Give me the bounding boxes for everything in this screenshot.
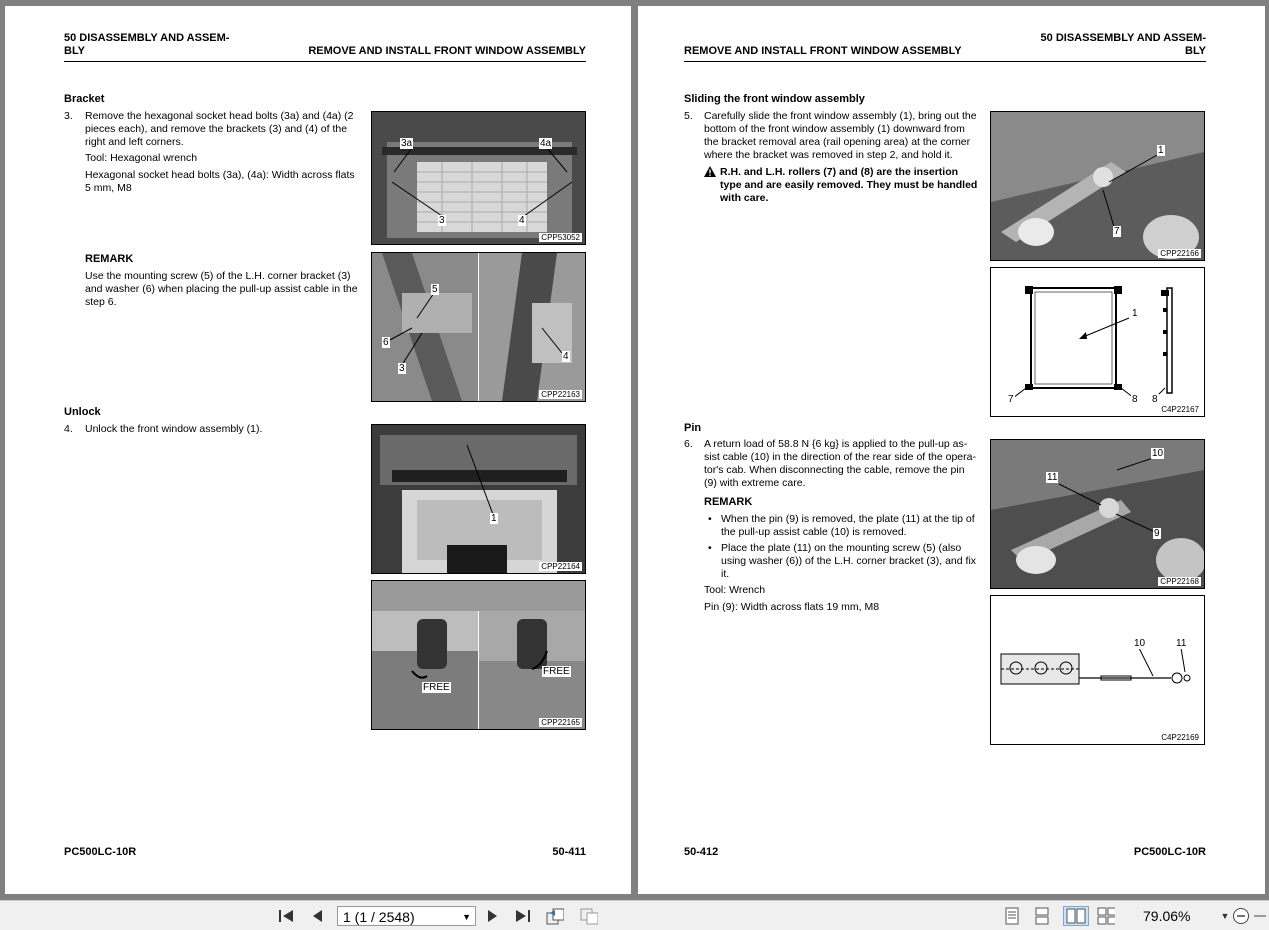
step-number: 3.	[64, 110, 73, 122]
figure-code: CPP22168	[1160, 577, 1199, 586]
header-chapter-line1: 50 DISASSEMBLY AND ASSEM-	[64, 32, 230, 44]
callout-label: 5	[432, 284, 438, 295]
figure-code: CPP22165	[541, 718, 580, 727]
remark-title: REMARK	[85, 253, 134, 265]
previous-view-icon	[546, 907, 564, 925]
photo-sliding-window	[990, 111, 1205, 261]
step-number: 4.	[64, 423, 73, 435]
chevron-down-icon: ▼	[1220, 911, 1230, 921]
first-page-button[interactable]	[277, 907, 295, 925]
callout-label: 3a	[401, 138, 413, 149]
zoom-out-button[interactable]	[1232, 907, 1250, 925]
header-section-title: REMOVE AND INSTALL FRONT WINDOW ASSEMBLY	[308, 45, 586, 57]
warning-text: R.H. and L.H. rollers (7) and (8) are the insertion type and are easily removed. They must be handled with care.	[720, 166, 978, 204]
callout-label: 10	[1134, 638, 1146, 649]
step-text: Unlock the front window assembly (1).	[85, 423, 263, 435]
callout-label: 3	[439, 215, 445, 226]
previous-page-button[interactable]	[308, 907, 326, 925]
spec-text: Pin (9): Width across flats 19 mm, M8	[704, 601, 880, 613]
callout-label: 9	[1154, 528, 1160, 539]
callout-label: FREE	[423, 682, 450, 693]
next-page-button[interactable]	[484, 907, 502, 925]
spec-text: Hexagonal socket head bolts (3a), (4a): Width across flats 5 mm, M8	[85, 169, 355, 194]
figure-code: CPP53052	[541, 233, 580, 242]
chevron-down-icon: ▼	[462, 912, 471, 922]
zoom-out-icon	[1232, 907, 1250, 925]
drawing-pull-up-cable	[990, 595, 1205, 745]
tool-text: Tool: Wrench	[704, 584, 766, 596]
callout-label: 6	[383, 337, 389, 348]
figure-code: C4P22167	[1161, 405, 1199, 414]
remark-text: Use the mounting screw (5) of the L.H. corner bracket (3) and washer (6) when placing the pull-up assist cable in the step 6.	[85, 270, 358, 308]
tool-text: Tool: Hexagonal wrench	[85, 152, 198, 164]
callout-label: 1	[1132, 308, 1138, 319]
continuous-facing-icon	[1097, 907, 1115, 925]
photo-bracket-overview	[371, 111, 586, 245]
callout-label: 10	[1152, 448, 1164, 459]
header-chapter-line2: BLY	[64, 45, 85, 57]
callout-label: 4	[519, 215, 525, 226]
step-text: A return load of 58.8 N {6 kg} is applied to the pull-up as- sist cable (10) in the direction of the rear side of the opera- tor's cab. When disconnecting the cable, remove the pin (9) with extreme care.	[704, 438, 976, 489]
page-number-select[interactable]	[337, 906, 476, 926]
callout-label: FREE	[543, 666, 570, 677]
single-page-view-button[interactable]	[1003, 907, 1021, 925]
bullet-marker: •	[708, 542, 712, 554]
warning-icon	[704, 166, 716, 177]
section-title-unlock: Unlock	[64, 406, 101, 418]
callout-label: 8	[1132, 394, 1138, 405]
remark-title: REMARK	[704, 496, 753, 508]
step-text: Remove the hexagonal socket head bolts (3a) and (4a) (2 pieces each), and remove the brackets (3) and (4) of the right and left corners.	[85, 110, 354, 148]
header-section-title: REMOVE AND INSTALL FRONT WINDOW ASSEMBLY	[684, 45, 962, 57]
single-page-icon	[1005, 907, 1019, 925]
facing-pages-view-button[interactable]	[1063, 906, 1089, 926]
remark-bullet: When the pin (9) is removed, the plate (11) at the tip of the pull-up assist cable (10) is removed.	[721, 513, 975, 538]
header-rule	[64, 61, 586, 62]
step-number: 5.	[684, 110, 693, 122]
callout-label: 7	[1114, 226, 1120, 237]
header-chapter-line2: BLY	[1185, 45, 1206, 57]
header-rule	[684, 61, 1206, 62]
first-page-icon	[277, 908, 295, 924]
footer-page-number: 50-411	[552, 846, 586, 858]
zoom-slider[interactable]	[1254, 907, 1266, 925]
figure-code: C4P22169	[1161, 733, 1199, 742]
photo-lock-levers-free	[371, 580, 586, 730]
footer-model: PC500LC-10R	[1133, 846, 1206, 858]
callout-label: 11	[1047, 472, 1058, 483]
figure-code: CPP22166	[1160, 249, 1199, 258]
slider-track-icon	[1254, 907, 1266, 925]
go-forward-view-button[interactable]	[580, 907, 598, 925]
next-page-icon	[486, 908, 500, 924]
section-title-sliding: Sliding the front window assembly	[684, 93, 865, 105]
callout-label: 4a	[540, 138, 552, 149]
page-number-value: 1 (1 / 2548)	[343, 909, 415, 925]
step-number: 6.	[684, 438, 693, 450]
continuous-page-icon	[1035, 907, 1049, 925]
previous-page-icon	[310, 908, 324, 924]
callout-label: 1	[1158, 145, 1164, 156]
go-back-view-button[interactable]	[546, 907, 564, 925]
photo-corner-brackets	[371, 252, 586, 402]
callout-label: 3	[399, 363, 405, 374]
section-title-bracket: Bracket	[64, 93, 105, 105]
callout-label: 4	[563, 351, 569, 362]
continuous-view-button[interactable]	[1033, 907, 1051, 925]
photo-front-window-unlock	[371, 424, 586, 574]
continuous-facing-view-button[interactable]	[1097, 907, 1115, 925]
header-chapter-line1: 50 DISASSEMBLY AND ASSEM-	[1040, 32, 1206, 44]
last-page-button[interactable]	[514, 907, 532, 925]
document-page-left	[5, 6, 631, 894]
figure-code: CPP22163	[541, 390, 580, 399]
footer-page-number: 50-412	[684, 846, 719, 858]
photo-pull-up-cable-pin	[990, 439, 1205, 589]
zoom-level: 79.06%	[1143, 908, 1191, 924]
last-page-icon	[514, 908, 532, 924]
callout-label: 1	[491, 513, 497, 524]
document-page-right	[638, 6, 1265, 894]
callout-label: 11	[1176, 638, 1187, 649]
facing-pages-icon	[1066, 908, 1086, 924]
figure-code: CPP22164	[541, 562, 580, 571]
step-text: Carefully slide the front window assembly (1), bring out the bottom of the front window assembly (1) downward from the bracket removal area (rail opening area) at the corner where the bracket was removed in step 2, and hold it.	[704, 110, 977, 161]
bullet-marker: •	[708, 513, 712, 525]
footer-model: PC500LC-10R	[64, 846, 137, 858]
viewer-toolbar	[0, 900, 1269, 930]
callout-label: 8	[1152, 394, 1158, 405]
section-title-pin: Pin	[684, 422, 702, 434]
callout-label: 7	[1008, 394, 1014, 405]
drawing-window-assembly	[990, 267, 1205, 417]
remark-bullet: Place the plate (11) on the mounting screw (5) (also using washer (6)) of the L.H. corner bracket (3), and fix it.	[721, 542, 977, 580]
next-view-icon	[580, 907, 598, 925]
